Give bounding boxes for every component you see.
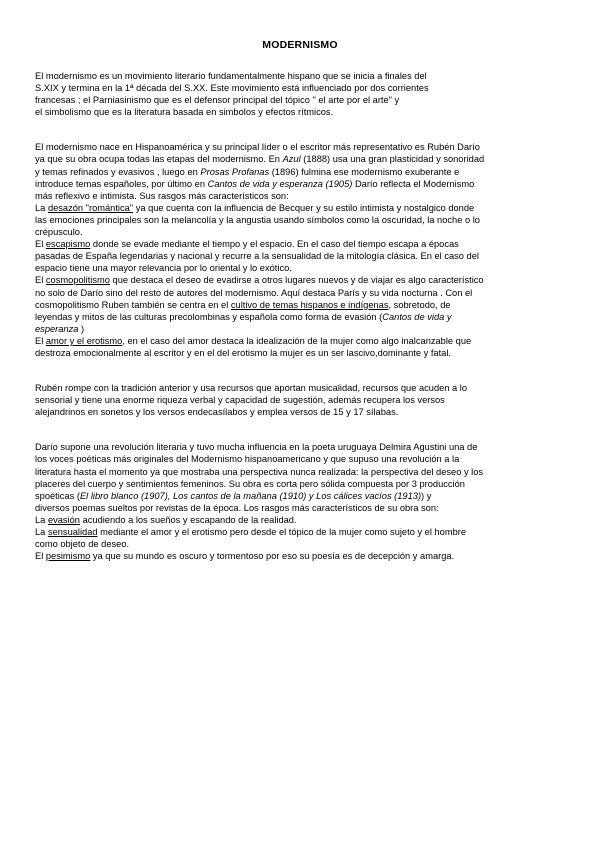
- text-line: introduce temas españoles, por último en Cantos de vida y esperanza (1905) Darío reflecta el Modernismo: [35, 178, 475, 189]
- text-line: La evasión acudiendo a los sueños y escapando de la realidad.: [35, 514, 297, 525]
- feature-term: amor y el erotismo: [45, 335, 123, 346]
- feature-term: sensualidad: [47, 527, 98, 537]
- text-line: crépusculo.: [35, 227, 83, 238]
- text-line: esperanza ): [35, 323, 85, 334]
- work-title: Cantos de vida y esperanza (1905): [207, 178, 353, 189]
- document-title: MODERNISMO: [262, 39, 338, 51]
- text-line: pasadas de España legendarias y nacional y recurre a la sensualidad de la mitología clásica. En el caso del: [35, 251, 479, 262]
- text-line: S.XIX y termina en la 1ª década del S.XX. Este movimiento está influenciado por dos corrientes: [35, 83, 429, 94]
- text-line: espacio tiene una mayor relevancia por lo oriental y lo exótico.: [35, 263, 292, 274]
- text-line: las emociones principales son la melancolía y la angustia usando símbolos como la oscuridad, la noche o lo: [35, 214, 480, 225]
- text-line: los voces poéticas más originales del Modernismo hispanoamericano y que supuso una revolución a la: [35, 454, 460, 465]
- text-line: Darío supone una revolución literaria y tuvo mucha influencia en la poeta uruguaya Delmira Agustini una de: [35, 442, 478, 453]
- text-line: diversos poemas sueltos por revistas de la época. Los rasgos más característicos de su obra son:: [35, 502, 439, 513]
- paragraph-delmira-agustini: [35, 441, 575, 562]
- text-line: ya que su obra ocupa todas las etapas del modernismo. En Azul (1888) usa una gran plasticidad y sonoridad: [35, 154, 485, 165]
- text-line: más reflexivo e intimista. Sus rasgos más característicos son:: [35, 190, 289, 201]
- text-line: como objeto de deseo.: [35, 539, 130, 550]
- text-line: El amor y el erotismo, en el caso del amor destaca la idealización de la mujer como algo inalcanzable que: [35, 335, 472, 346]
- text-line: spoéticas (El libro blanco (1907), Los cantos de la mañana (1910) y Los cálices vacíos (1913)) y: [35, 490, 432, 501]
- text-line: y temas refinados y evasivos , luego en Prosas Profanas (1896) fulmina ese modernismo exuberante e: [35, 166, 460, 177]
- text-line: sensorial y tiene una enorme riqueza verbal y capacidad de sugestión, además recupera los versos: [35, 395, 445, 406]
- document-body: [35, 70, 575, 585]
- paragraph-intro: [35, 70, 575, 118]
- feature-term: escapismo: [45, 239, 91, 250]
- text-line: placeres del cuerpo y sentimientos femeninos. Su obra es corta pero sólida compuesta por 3 producción: [35, 478, 465, 489]
- text-line: el simbolismo que es la literatura basada en simbolos y efectos rítmicos.: [35, 107, 334, 118]
- text-line: francesas ; el Parniasinismo que es el defensor principal del tópico " el arte por el arte" y: [35, 95, 400, 106]
- text-line: no solo de Darío sino del resto de autores del modernismo. Aquí destaca París y su vida nocturna . Con el: [35, 287, 473, 298]
- feature-term: cultivo de temas hispanos e indígenas: [230, 299, 389, 310]
- text-line: El cosmopolitismo que destaca el deseo de evadirse a otros lugares nuevos y de viajar es algo característico: [35, 275, 484, 286]
- paragraph-musicality: [35, 382, 575, 418]
- work-title: Azul: [282, 154, 301, 165]
- text-line: El pesimismo ya que su mundo es oscuro y tormentoso por eso su poesía es de decepción y amarga.: [35, 551, 455, 562]
- text-line: Rubén rompe con la tradición anterior y usa recursos que aportan musicalidad, recursos que acuden a lo: [35, 383, 468, 394]
- feature-term: evasión: [47, 514, 80, 525]
- text-line: La sensualidad mediante el amor y el erotismo pero desde el tópico de la mujer como sujeto y el hombre: [35, 527, 467, 537]
- text-line: El modernismo es un movimiento literario fundamentalmente hispano que se inicia a finales del: [35, 71, 427, 81]
- feature-term: desazón "romántica": [47, 202, 134, 213]
- text-line: destroza emocionalmente al escritor y en el del erotismo la mujer es un ser lascivo,dominante y fatal.: [35, 347, 451, 358]
- text-line: literatura hasta el momento ya que mostraba una perspectiva nunca realizada: la perspectiva del deseo y los: [35, 466, 484, 477]
- text-line: La desazón "romántica" ya que cuenta con la influencia de Becquer y su estilo intimista y nostalgico donde: [35, 202, 475, 213]
- text-line: cosmopolitismo Ruben también se centra en el cultivo de temas hispanos e indígenas, sobretodo, de: [35, 299, 451, 310]
- feature-term: cosmopolitismo: [45, 275, 110, 286]
- text-line: alejandrinos en sonetos y los versos endecasílabos y emplea versos de 15 y 17 sílabas.: [35, 407, 399, 418]
- work-title: Cantos de vida y: [382, 311, 452, 322]
- paragraph-ruben-dario: [35, 141, 575, 359]
- work-title: El libro blanco (1907), Los cantos de la mañana (1910) y Los cálices vacíos (1913): [79, 490, 422, 501]
- text-line: El modernismo nace en Hispanoamérica y su principal líder o el escritor más representativo es Rubén Darío: [35, 142, 480, 153]
- text-line: leyendas y mitos de las culturas precolombinas y española como forma de evasión (Cantos de vida y: [35, 311, 452, 322]
- work-title: esperanza: [35, 323, 79, 334]
- feature-term: pesimismo: [45, 551, 91, 562]
- work-title: Prosas Profanas: [200, 166, 270, 177]
- text-line: El escapismo donde se evade mediante el tiempo y el espacio. En el caso del tiempo escapa a épocas: [35, 239, 459, 250]
